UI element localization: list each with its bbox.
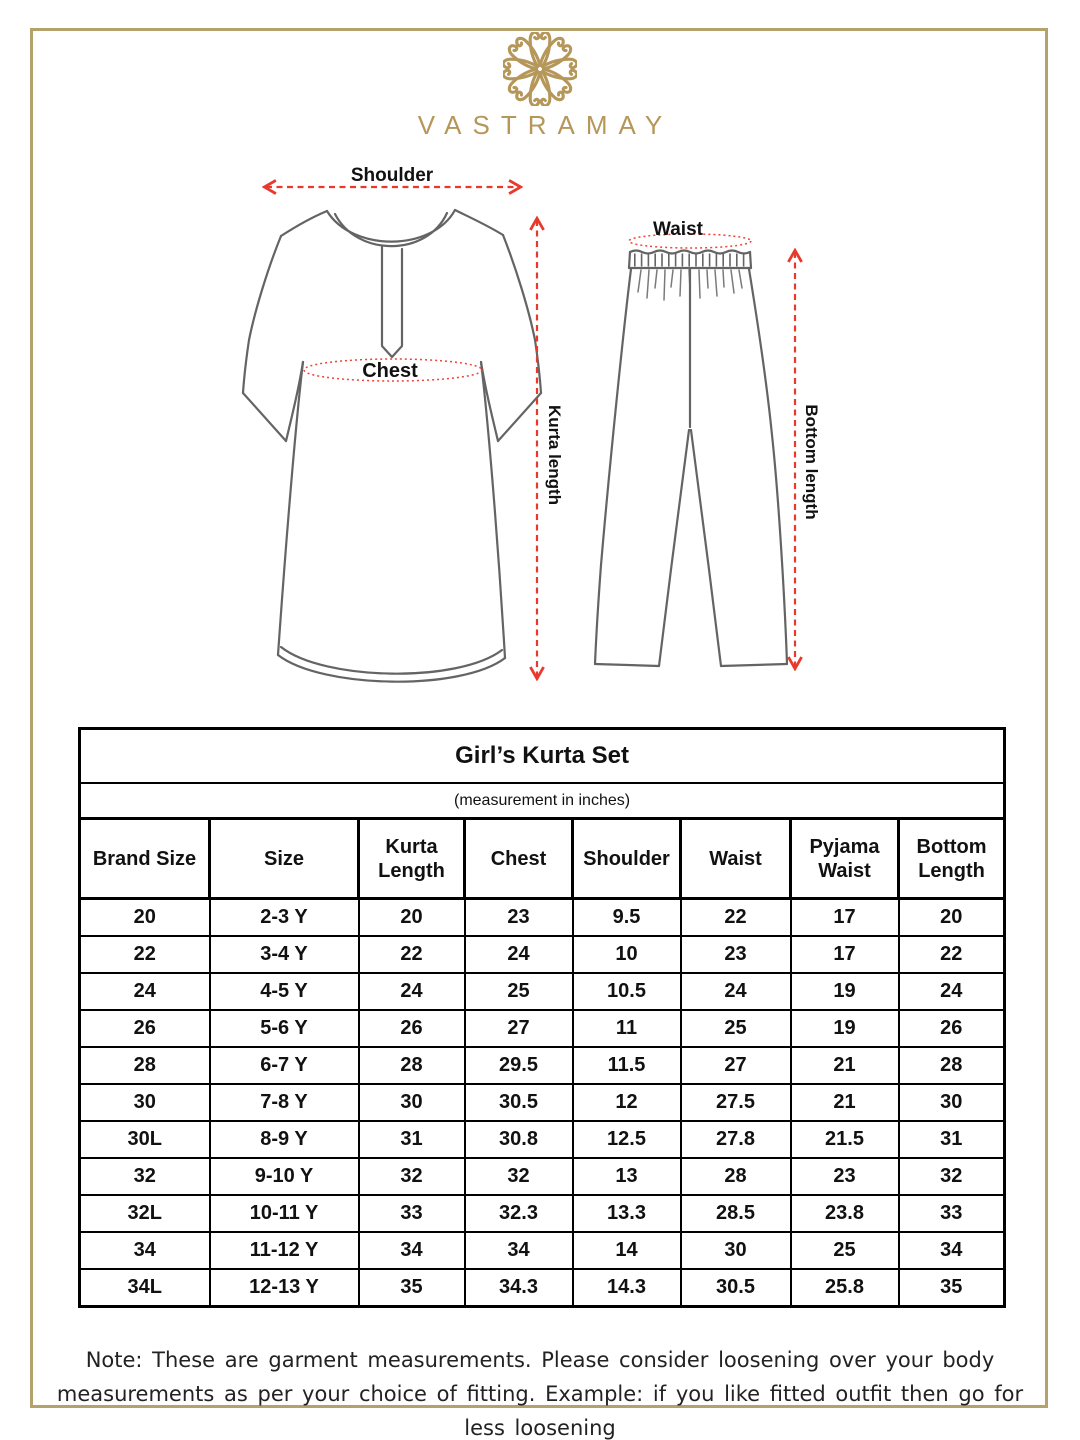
table-cell: 23.8 <box>791 1195 899 1232</box>
table-cell: 33 <box>359 1195 465 1232</box>
table-cell: 24 <box>681 973 791 1010</box>
table-cell: 28 <box>681 1158 791 1195</box>
table-cell: 9.5 <box>573 899 681 937</box>
table-cell: 30.8 <box>465 1121 573 1158</box>
table-cell: 21 <box>791 1084 899 1121</box>
table-cell: 32 <box>359 1158 465 1195</box>
column-header: Kurta Length <box>359 819 465 899</box>
table-cell: 33 <box>899 1195 1005 1232</box>
brand-name: VASTRAMAY <box>417 110 674 140</box>
table-row <box>80 936 1005 973</box>
column-header: Shoulder <box>573 819 681 899</box>
table-cell: 28.5 <box>681 1195 791 1232</box>
table-cell: 22 <box>899 936 1005 973</box>
table-cell: 30 <box>899 1084 1005 1121</box>
table-cell: 6-7 Y <box>210 1047 359 1084</box>
table-cell: 34L <box>80 1269 210 1307</box>
table-cell: 25.8 <box>791 1269 899 1307</box>
table-cell: 10 <box>573 936 681 973</box>
table-cell: 19 <box>791 1010 899 1047</box>
table-cell: 11-12 Y <box>210 1232 359 1269</box>
measurement-note: Note: These are garment measurements. Please consider loosening over your body measurements as per your choice of fitting. Example: if you like fitted outfit then go for less loosening <box>56 1348 1024 1440</box>
table-title: Girl’s Kurta Set <box>80 729 1005 784</box>
table-cell: 32 <box>80 1158 210 1195</box>
table-cell: 23 <box>465 899 573 937</box>
column-header: Brand Size <box>80 819 210 899</box>
table-cell: 2-3 Y <box>210 899 359 937</box>
table-cell: 25 <box>681 1010 791 1047</box>
kurta-length-label: Kurta length <box>545 404 564 506</box>
table-cell: 26 <box>359 1010 465 1047</box>
table-row <box>80 1010 1005 1047</box>
table-cell: 19 <box>791 973 899 1010</box>
table-cell: 24 <box>80 973 210 1010</box>
table-cell: 28 <box>359 1047 465 1084</box>
table-cell: 3-4 Y <box>210 936 359 973</box>
table-cell: 11 <box>573 1010 681 1047</box>
table-cell: 32 <box>465 1158 573 1195</box>
table-cell: 24 <box>359 973 465 1010</box>
table-row <box>80 1158 1005 1195</box>
table-cell: 35 <box>359 1269 465 1307</box>
table-cell: 25 <box>465 973 573 1010</box>
size-table <box>78 727 1006 1308</box>
table-cell: 30 <box>359 1084 465 1121</box>
table-cell: 14.3 <box>573 1269 681 1307</box>
table-cell: 27.5 <box>681 1084 791 1121</box>
bottom-length-label: Bottom length <box>802 404 821 520</box>
table-cell: 13.3 <box>573 1195 681 1232</box>
table-cell: 17 <box>791 899 899 937</box>
table-cell: 26 <box>80 1010 210 1047</box>
table-cell: 31 <box>899 1121 1005 1158</box>
table-row <box>80 1195 1005 1232</box>
table-cell: 35 <box>899 1269 1005 1307</box>
table-cell: 12.5 <box>573 1121 681 1158</box>
table-cell: 9-10 Y <box>210 1158 359 1195</box>
table-cell: 28 <box>899 1047 1005 1084</box>
column-header: Bottom Length <box>899 819 1005 899</box>
table-cell: 8-9 Y <box>210 1121 359 1158</box>
table-cell: 27 <box>681 1047 791 1084</box>
shoulder-label: Shoulder <box>350 165 434 186</box>
table-cell: 21.5 <box>791 1121 899 1158</box>
table-cell: 10-11 Y <box>210 1195 359 1232</box>
table-cell: 29.5 <box>465 1047 573 1084</box>
table-cell: 30 <box>80 1084 210 1121</box>
table-subtitle: (measurement in inches) <box>80 783 1005 819</box>
table-row <box>80 1047 1005 1084</box>
table-cell: 13 <box>573 1158 681 1195</box>
table-row <box>80 973 1005 1010</box>
chest-label: Chest <box>362 360 418 382</box>
table-cell: 28 <box>80 1047 210 1084</box>
table-cell: 30.5 <box>465 1084 573 1121</box>
table-cell: 4-5 Y <box>210 973 359 1010</box>
table-cell: 5-6 Y <box>210 1010 359 1047</box>
table-cell: 22 <box>359 936 465 973</box>
table-cell: 32.3 <box>465 1195 573 1232</box>
size-table-body <box>80 899 1005 1307</box>
kurta-sketch <box>243 210 541 682</box>
table-cell: 34 <box>80 1232 210 1269</box>
column-header: Size <box>210 819 359 899</box>
garment-measurement-diagram <box>0 140 1080 725</box>
table-cell: 34.3 <box>465 1269 573 1307</box>
table-cell: 11.5 <box>573 1047 681 1084</box>
table-cell: 27 <box>465 1010 573 1047</box>
table-cell: 31 <box>359 1121 465 1158</box>
table-cell: 30L <box>80 1121 210 1158</box>
table-cell: 34 <box>465 1232 573 1269</box>
table-cell: 24 <box>465 936 573 973</box>
table-cell: 32L <box>80 1195 210 1232</box>
table-cell: 21 <box>791 1047 899 1084</box>
column-header: Waist <box>681 819 791 899</box>
brand-header <box>0 32 1080 141</box>
table-row <box>80 1232 1005 1269</box>
table-row <box>80 1121 1005 1158</box>
table-cell: 22 <box>80 936 210 973</box>
table-title-row <box>80 729 1005 784</box>
table-cell: 30 <box>681 1232 791 1269</box>
table-cell: 10.5 <box>573 973 681 1010</box>
table-row <box>80 899 1005 937</box>
table-cell: 20 <box>80 899 210 937</box>
pyjama-sketch <box>595 251 787 667</box>
table-cell: 12 <box>573 1084 681 1121</box>
table-row <box>80 1269 1005 1307</box>
table-cell: 34 <box>899 1232 1005 1269</box>
table-cell: 12-13 Y <box>210 1269 359 1307</box>
table-cell: 30.5 <box>681 1269 791 1307</box>
column-header-row <box>80 819 1005 899</box>
table-cell: 20 <box>899 899 1005 937</box>
column-header: Chest <box>465 819 573 899</box>
table-cell: 20 <box>359 899 465 937</box>
brand-logo-icon <box>503 32 577 106</box>
table-cell: 34 <box>359 1232 465 1269</box>
table-cell: 23 <box>681 936 791 973</box>
table-cell: 32 <box>899 1158 1005 1195</box>
column-header: Pyjama Waist <box>791 819 899 899</box>
table-subtitle-row <box>80 783 1005 819</box>
waist-label: Waist <box>653 219 703 240</box>
table-row <box>80 1084 1005 1121</box>
table-cell: 17 <box>791 936 899 973</box>
table-cell: 7-8 Y <box>210 1084 359 1121</box>
table-cell: 24 <box>899 973 1005 1010</box>
table-cell: 14 <box>573 1232 681 1269</box>
table-cell: 25 <box>791 1232 899 1269</box>
table-cell: 23 <box>791 1158 899 1195</box>
table-cell: 27.8 <box>681 1121 791 1158</box>
table-cell: 26 <box>899 1010 1005 1047</box>
table-cell: 22 <box>681 899 791 937</box>
